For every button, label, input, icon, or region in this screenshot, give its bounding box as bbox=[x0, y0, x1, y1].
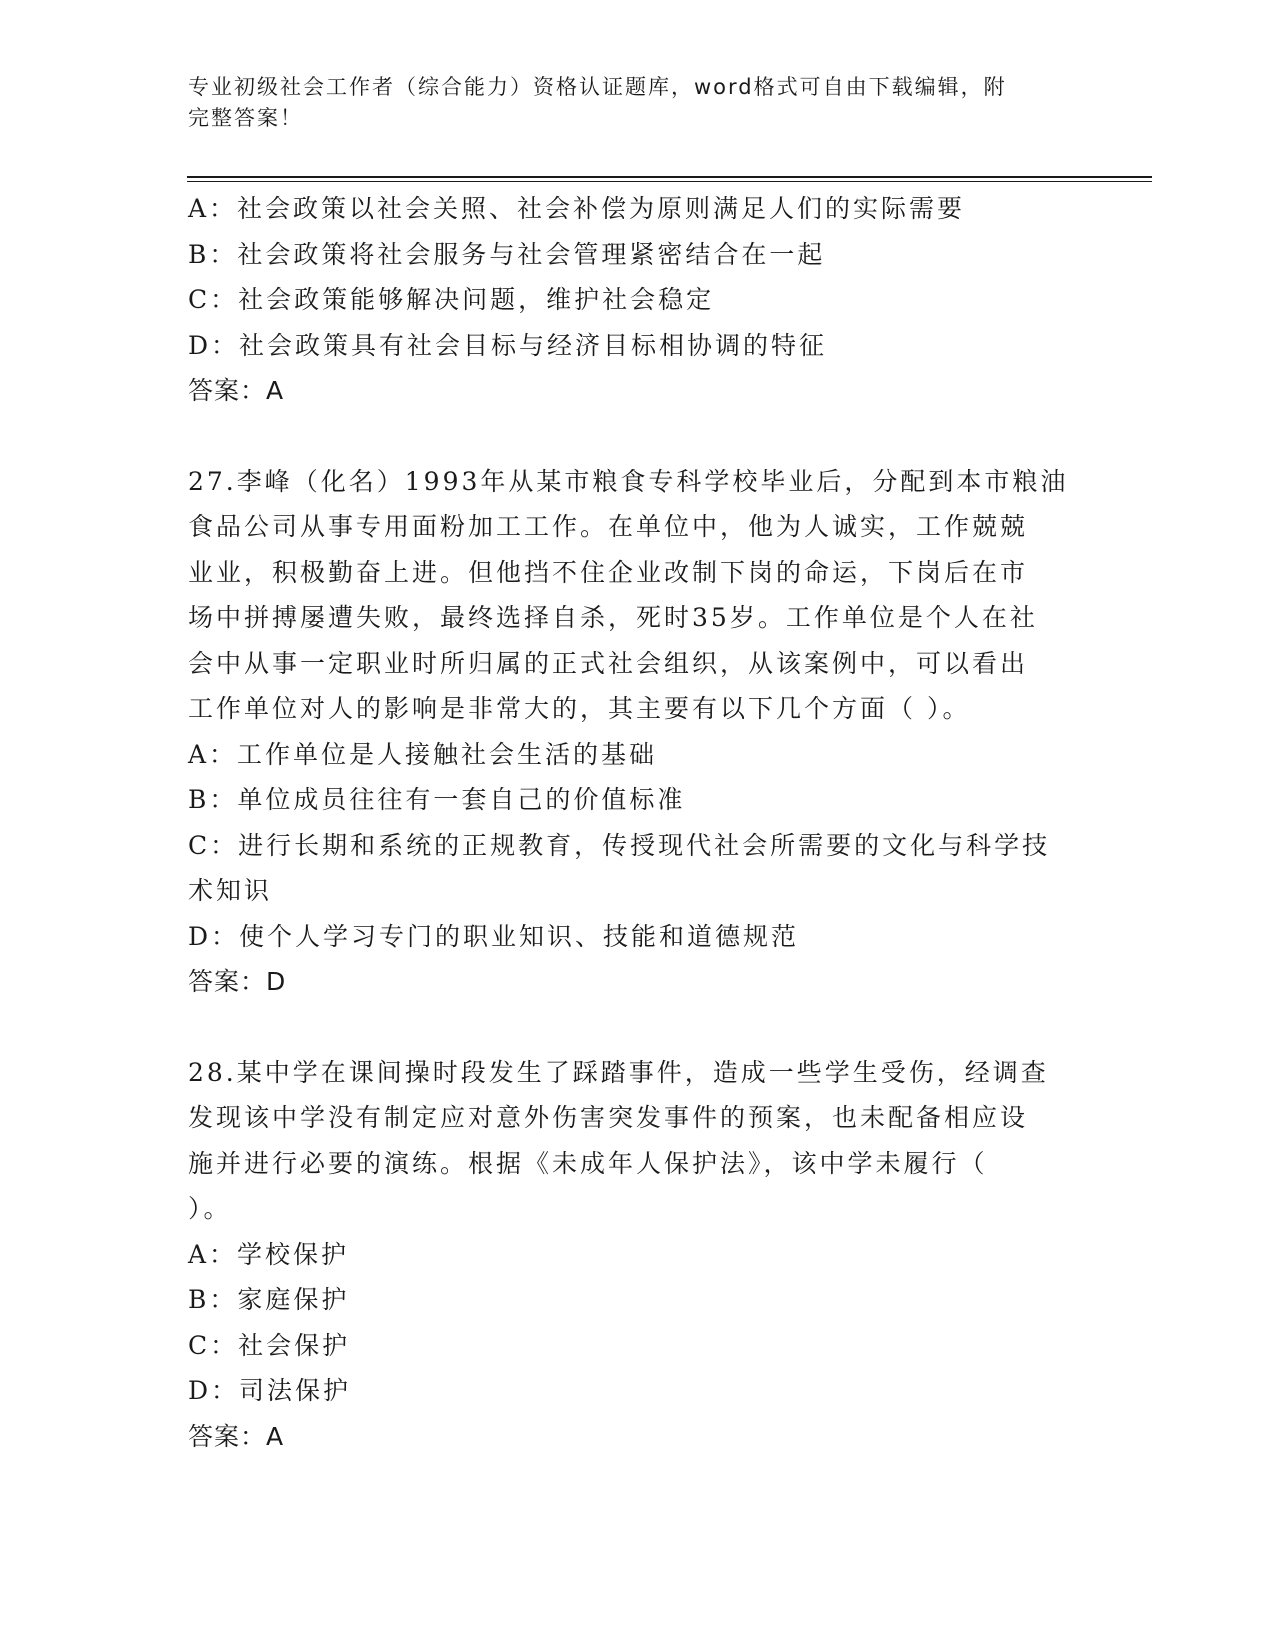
spacer bbox=[188, 1005, 1088, 1050]
answer-line: 答案：D bbox=[188, 967, 287, 996]
option-a: A：学校保护 bbox=[188, 1239, 350, 1269]
option-c: C：进行长期和系统的正规教育，传授现代社会所需要的文化与科学技 bbox=[188, 830, 1051, 860]
header-line-1: 专业初级社会工作者（综合能力）资格认证题库，word格式可自由下载编辑，附 bbox=[188, 75, 1007, 99]
option-a: A：工作单位是人接触社会生活的基础 bbox=[188, 739, 658, 769]
option-d: D：司法保护 bbox=[188, 1376, 352, 1405]
header-line-2: 完整答案！ bbox=[188, 106, 303, 130]
question-26 bbox=[188, 186, 1088, 414]
answer-line: 答案：A bbox=[188, 376, 285, 405]
question-text-line: 场中拼搏屡遭失败，最终选择自杀，死时35岁。工作单位是个人在社 bbox=[188, 603, 1038, 632]
question-27 bbox=[188, 459, 1088, 1005]
question-text-line: 28.某中学在课间操时段发生了踩踏事件，造成一些学生受伤，经调查 bbox=[188, 1057, 1049, 1087]
answer-line: 答案：A bbox=[188, 1421, 285, 1451]
question-text-line: 业业，积极勤奋上进。但他挡不住企业改制下岗的命运，下岗后在市 bbox=[188, 557, 1029, 587]
header-divider-thin bbox=[187, 181, 1152, 182]
question-text-line: 发现该中学没有制定应对意外伤害突发事件的预案，也未配备相应设 bbox=[188, 1103, 1029, 1132]
question-text-line: 食品公司从事专用面粉加工工作。在单位中，他为人诚实，工作兢兢 bbox=[188, 512, 1029, 541]
question-text-line: ）。 bbox=[188, 1194, 232, 1223]
question-text-line: 工作单位对人的影响是非常大的，其主要有以下几个方面（ ）。 bbox=[188, 694, 971, 723]
question-text-line: 施并进行必要的演练。根据《未成年人保护法》，该中学未履行（ bbox=[188, 1148, 988, 1178]
option-c: C：社会保护 bbox=[188, 1330, 351, 1360]
question-text-line: 会中从事一定职业时所归属的正式社会组织，从该案例中，可以看出 bbox=[188, 648, 1029, 678]
option-c-continued: 术知识 bbox=[188, 876, 273, 905]
option-d: D：使个人学习专门的职业知识、技能和道德规范 bbox=[188, 921, 800, 951]
option-d: D：社会政策具有社会目标与经济目标相协调的特征 bbox=[188, 330, 828, 360]
option-b: B：单位成员往往有一套自己的价值标准 bbox=[188, 785, 686, 814]
spacer bbox=[188, 414, 1088, 459]
option-c: C：社会政策能够解决问题，维护社会稳定 bbox=[188, 285, 715, 314]
option-a: A：社会政策以社会关照、社会补偿为原则满足人们的实际需要 bbox=[188, 194, 966, 223]
option-b: B：家庭保护 bbox=[188, 1285, 350, 1314]
question-28 bbox=[188, 1050, 1088, 1460]
header-divider-thick bbox=[187, 176, 1152, 178]
question-text-line: 27.李峰（化名）1993年从某市粮食专科学校毕业后，分配到本市粮油 bbox=[188, 466, 1069, 496]
document-header bbox=[188, 72, 1088, 134]
option-b: B：社会政策将社会服务与社会管理紧密结合在一起 bbox=[188, 239, 826, 269]
document-body bbox=[188, 186, 1088, 1459]
